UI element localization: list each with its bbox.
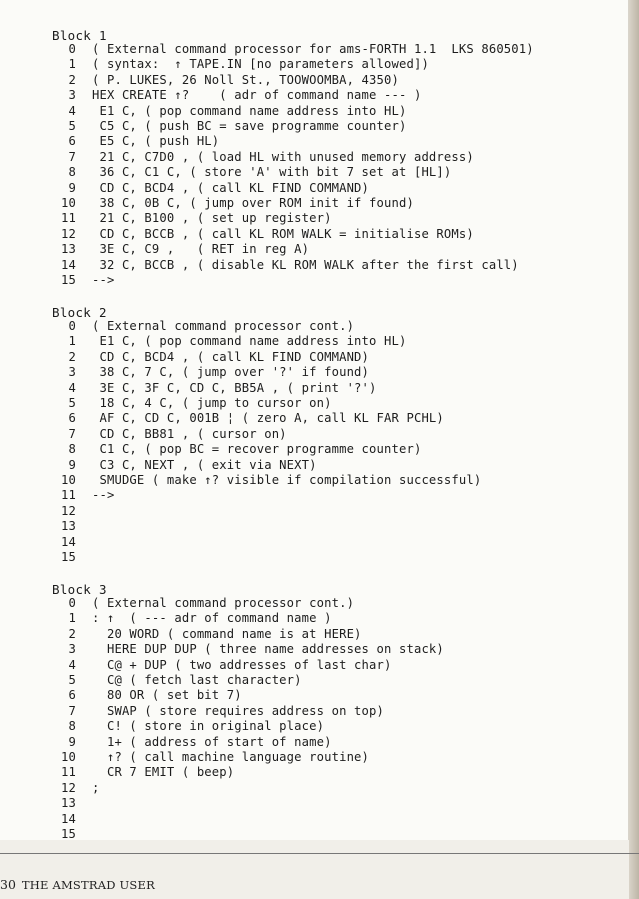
line-number: 3 <box>68 365 76 380</box>
code-line <box>52 427 287 442</box>
code-line <box>52 550 92 565</box>
page-edge <box>629 0 639 899</box>
code-line <box>52 365 369 380</box>
code-line <box>52 227 474 242</box>
line-text: C@ ( fetch last character) <box>92 673 302 687</box>
line-number: 12 <box>61 780 76 795</box>
line-number: 15 <box>61 273 76 287</box>
code-line <box>52 211 332 226</box>
line-number: 7 <box>68 703 76 718</box>
line-text: --> <box>92 273 115 287</box>
line-number: 1 <box>68 57 76 72</box>
line-text: : ↑ ( --- adr of command name ) <box>92 611 332 626</box>
line-text: SMUDGE ( make ↑? visible if compilation successful) <box>92 473 482 487</box>
line-number: 10 <box>61 196 76 210</box>
code-line <box>52 258 519 273</box>
line-text: 3E C, 3F C, CD C, BB5A , ( print '?') <box>92 380 377 395</box>
line-text: 38 C, 0B C, ( jump over ROM init if found) <box>92 196 414 210</box>
line-text: ( External command processor cont.) <box>92 596 355 610</box>
code-line <box>52 119 406 134</box>
line-text: 36 C, C1 C, ( store 'A' with bit 7 set at [HL]) <box>92 165 452 180</box>
line-text: C3 C, NEXT , ( exit via NEXT) <box>92 457 317 472</box>
code-line <box>52 596 354 611</box>
line-text: 20 WORD ( command name is at HERE) <box>92 626 362 641</box>
line-text: 1+ ( address of start of name) <box>92 734 332 749</box>
code-line <box>52 473 481 488</box>
line-text: AF C, CD C, 001B ¦ ( zero A, call KL FAR PCHL) <box>92 411 444 426</box>
line-text: SWAP ( store requires address on top) <box>92 703 385 718</box>
line-text: E1 C, ( pop command name address into HL) <box>92 103 407 118</box>
page-number: 30 <box>0 877 16 892</box>
line-number: 3 <box>68 642 76 657</box>
line-number: 4 <box>68 380 76 395</box>
line-number: 10 <box>61 473 76 487</box>
line-text: 3E C, C9 , ( RET in reg A) <box>92 242 310 257</box>
line-text: ; <box>92 780 100 795</box>
code-line <box>52 458 317 473</box>
line-text: HERE DUP DUP ( three name addresses on stack) <box>92 642 444 657</box>
line-number: 6 <box>68 688 76 703</box>
code-line <box>52 535 92 550</box>
code-line <box>52 735 332 750</box>
line-text: C! ( store in original place) <box>92 719 325 734</box>
line-number: 11 <box>61 488 76 503</box>
line-number: 3 <box>68 88 76 103</box>
line-text: 80 OR ( set bit 7) <box>92 688 242 703</box>
code-line <box>52 57 429 72</box>
code-line <box>52 319 354 334</box>
code-line <box>52 750 369 765</box>
code-line <box>52 273 114 288</box>
line-number: 0 <box>68 42 76 56</box>
code-line <box>52 673 302 688</box>
line-text: 38 C, 7 C, ( jump over '?' if found) <box>92 365 370 380</box>
code-line <box>52 504 92 519</box>
line-number: 13 <box>61 796 76 811</box>
code-line <box>52 796 92 811</box>
code-line <box>52 719 324 734</box>
code-line <box>52 781 100 796</box>
code-line <box>52 73 399 88</box>
block-title: Block 2 <box>52 305 107 320</box>
code-line <box>52 104 406 119</box>
code-line <box>52 181 369 196</box>
line-text: ( External command processor for ams-FORTH 1.1 LKS 860501) <box>92 42 534 56</box>
line-number: 0 <box>68 596 76 610</box>
line-number: 7 <box>68 149 76 164</box>
line-number: 14 <box>61 534 76 549</box>
code-line <box>52 88 421 103</box>
code-line <box>52 704 384 719</box>
code-line <box>52 688 242 703</box>
line-number: 5 <box>68 673 76 687</box>
line-text: ( P. LUKES, 26 Noll St., TOOWOOMBA, 4350) <box>92 72 399 87</box>
line-text: 18 C, 4 C, ( jump to cursor on) <box>92 396 332 410</box>
line-number: 2 <box>68 72 76 87</box>
line-number: 11 <box>61 765 76 780</box>
line-number: 10 <box>61 750 76 764</box>
line-number: 13 <box>61 519 76 534</box>
code-line <box>52 658 392 673</box>
line-number: 15 <box>61 827 76 841</box>
code-line <box>52 611 332 626</box>
line-number: 7 <box>68 426 76 441</box>
line-text: HEX CREATE ↑? ( adr of command name --- ) <box>92 88 422 103</box>
code-line <box>52 381 377 396</box>
line-text: 21 C, B100 , ( set up register) <box>92 211 332 226</box>
footer-rule <box>0 853 639 854</box>
line-number: 13 <box>61 242 76 257</box>
line-text: C1 C, ( pop BC = recover programme counter) <box>92 442 422 457</box>
line-number: 9 <box>68 734 76 749</box>
line-number: 6 <box>68 411 76 426</box>
code-line <box>52 411 444 426</box>
line-number: 2 <box>68 349 76 364</box>
line-text: CD C, BCCB , ( call KL ROM WALK = initialise ROMs) <box>92 226 474 241</box>
block-title: Block 1 <box>52 28 107 43</box>
line-number: 12 <box>61 226 76 241</box>
code-line <box>52 350 369 365</box>
code-line <box>52 519 92 534</box>
line-text: 32 C, BCCB , ( disable KL ROM WALK after the first call) <box>92 257 519 272</box>
line-number: 11 <box>61 211 76 226</box>
line-number: 8 <box>68 719 76 734</box>
code-line <box>52 42 534 57</box>
code-line <box>52 334 406 349</box>
block-title: Block 3 <box>52 582 107 597</box>
code-line <box>52 242 309 257</box>
line-text: ( External command processor cont.) <box>92 319 355 333</box>
line-number: 6 <box>68 134 76 149</box>
line-text: C5 C, ( push BC = save programme counter) <box>92 119 407 133</box>
magazine-title: THE AMSTRAD USER <box>21 878 155 892</box>
line-text: CD C, BCD4 , ( call KL FIND COMMAND) <box>92 180 370 195</box>
line-number: 9 <box>68 457 76 472</box>
line-text: E5 C, ( push HL) <box>92 134 220 149</box>
line-text: ( syntax: ↑ TAPE.IN [no parameters allowed]) <box>92 57 429 72</box>
line-text: CR 7 EMIT ( beep) <box>92 765 235 780</box>
code-line <box>52 134 219 149</box>
line-number: 4 <box>68 103 76 118</box>
code-line <box>52 627 362 642</box>
line-text: CD C, BB81 , ( cursor on) <box>92 426 287 441</box>
code-line <box>52 827 92 842</box>
line-number: 1 <box>68 611 76 626</box>
page-footer <box>0 877 155 892</box>
code-line <box>52 442 421 457</box>
line-number: 5 <box>68 119 76 133</box>
line-text: CD C, BCD4 , ( call KL FIND COMMAND) <box>92 349 370 364</box>
code-line <box>52 396 332 411</box>
line-text: C@ + DUP ( two addresses of last char) <box>92 657 392 672</box>
line-text: E1 C, ( pop command name address into HL) <box>92 334 407 349</box>
line-number: 9 <box>68 180 76 195</box>
line-number: 14 <box>61 811 76 826</box>
line-number: 14 <box>61 257 76 272</box>
line-number: 15 <box>61 550 76 564</box>
line-text: --> <box>92 488 115 503</box>
code-line <box>52 812 92 827</box>
line-number: 2 <box>68 626 76 641</box>
line-number: 8 <box>68 165 76 180</box>
code-line <box>52 150 474 165</box>
code-line <box>52 196 414 211</box>
line-text: 21 C, C7D0 , ( load HL with unused memory address) <box>92 149 474 164</box>
line-text: ↑? ( call machine language routine) <box>92 750 370 764</box>
code-line <box>52 165 451 180</box>
code-line <box>52 765 234 780</box>
line-number: 5 <box>68 396 76 410</box>
line-number: 1 <box>68 334 76 349</box>
code-line <box>52 488 114 503</box>
line-number: 12 <box>61 503 76 518</box>
code-line <box>52 642 444 657</box>
line-number: 8 <box>68 442 76 457</box>
line-number: 0 <box>68 319 76 333</box>
line-number: 4 <box>68 657 76 672</box>
